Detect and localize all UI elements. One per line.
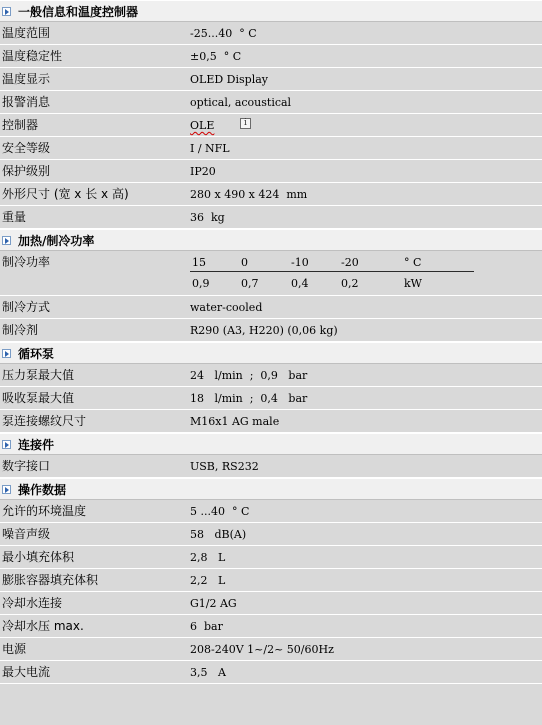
spec-row-refrigerant — [0, 319, 542, 342]
spec-row-pump-connection — [0, 410, 542, 433]
spec-value: M16x1 AG male — [190, 415, 280, 428]
section-arrow-icon[interactable] — [2, 236, 11, 245]
cooling-temperature-cell: 0 — [241, 256, 248, 269]
spec-row-temperature-stability — [0, 45, 542, 68]
spec-label: 温度稳定性 — [2, 49, 63, 63]
spec-label: 冷却水连接 — [2, 596, 63, 610]
spec-value: OLED Display — [190, 73, 268, 86]
cooling-temperature-cell: -20 — [341, 256, 359, 269]
spec-value: 36 kg — [190, 211, 225, 224]
spec-label: 重量 — [2, 210, 27, 224]
spec-value: -25...40 ° C — [190, 27, 257, 40]
spec-row-cooling-water-pressure — [0, 615, 542, 638]
section-header-pump[interactable] — [0, 342, 542, 364]
spec-row-min-fill-volume — [0, 546, 542, 569]
spec-label: 泵连接螺纹尺寸 — [2, 414, 87, 428]
spec-row-cooling-power — [0, 251, 542, 296]
spec-label: 允许的环境温度 — [2, 504, 87, 518]
section-title: 加热/制冷功率 — [18, 234, 95, 248]
spec-label: 压力泵最大值 — [2, 368, 75, 382]
spec-value: optical, acoustical — [190, 96, 292, 109]
spec-row-suction-pump-max — [0, 387, 542, 410]
spec-label: 控制器 — [2, 118, 39, 132]
spec-label: 膨胀容器填充体积 — [2, 573, 99, 587]
section-title: 连接件 — [18, 438, 55, 452]
spec-label: 制冷方式 — [2, 300, 51, 314]
spec-label: 噪音声级 — [2, 527, 51, 541]
spec-row-weight — [0, 206, 542, 229]
spec-value: 58 dB(A) — [190, 528, 247, 541]
section-header-general[interactable] — [0, 0, 542, 22]
spec-row-controller — [0, 114, 542, 137]
spec-label: 电源 — [2, 642, 27, 656]
spec-value: 18 l/min ; 0,4 bar — [190, 392, 308, 405]
cooling-capacity-unit: kW — [404, 277, 422, 290]
spec-row-ambient-temperature — [0, 500, 542, 523]
spec-label: 温度显示 — [2, 72, 51, 86]
spec-value: ±0,5 ° C — [190, 50, 242, 63]
cooling-capacity-cell: 0,4 — [291, 277, 309, 290]
spec-label: 外形尺寸 (宽 x 长 x 高) — [2, 187, 129, 201]
spec-value: R290 (A3, H220) (0,06 kg) — [190, 324, 338, 337]
spec-row-dimensions — [0, 183, 542, 206]
spec-value: OLE — [190, 119, 215, 132]
cooling-temperature-cell: 15 — [192, 256, 206, 269]
spec-row-noise-level — [0, 523, 542, 546]
cooling-capacity-cell: 0,7 — [241, 277, 259, 290]
spec-row-cooling-water-connection — [0, 592, 542, 615]
section-arrow-icon[interactable] — [2, 440, 11, 449]
info-icon[interactable]: i — [240, 118, 251, 129]
spec-row-safety-class — [0, 137, 542, 160]
spec-row-expansion-volume — [0, 569, 542, 592]
spec-value: water-cooled — [190, 301, 263, 314]
spec-label: 吸收泵最大值 — [2, 391, 75, 405]
spec-value: 280 x 490 x 424 mm — [190, 188, 308, 201]
spec-value: 6 bar — [190, 620, 223, 633]
spec-row-protection-class — [0, 160, 542, 183]
spec-row-alarm-messages — [0, 91, 542, 114]
spec-row-power-supply — [0, 638, 542, 661]
spec-value: IP20 — [190, 165, 216, 178]
section-title: 操作数据 — [18, 483, 67, 497]
cooling-power-table — [190, 251, 474, 294]
section-title: 循环泵 — [18, 347, 55, 361]
spec-label: 温度范围 — [2, 26, 51, 40]
spec-row-temperature-range — [0, 22, 542, 45]
section-title: 一般信息和温度控制器 — [18, 5, 139, 19]
spec-label: 保护级别 — [2, 164, 51, 178]
spec-value: 208-240V 1~/2~ 50/60Hz — [190, 643, 334, 656]
spec-row-temperature-display — [0, 68, 542, 91]
spec-row-digital-interface — [0, 455, 542, 478]
spec-value: USB, RS232 — [190, 460, 259, 473]
section-arrow-icon[interactable] — [2, 485, 11, 494]
spec-label: 最大电流 — [2, 665, 51, 679]
spec-value: 2,2 L — [190, 574, 226, 587]
spec-label: 安全等级 — [2, 141, 51, 155]
spec-value: 3,5 A — [190, 666, 226, 679]
spec-label: 报警消息 — [2, 95, 51, 109]
spec-row-cooling-method — [0, 296, 542, 319]
spec-label: 最小填充体积 — [2, 550, 75, 564]
cooling-capacity-cell: 0,9 — [192, 277, 210, 290]
spec-value: 24 l/min ; 0,9 bar — [190, 369, 308, 382]
spec-label: 冷却水压 max. — [2, 619, 84, 633]
spec-row-pressure-pump-max — [0, 364, 542, 387]
section-header-interfaces[interactable] — [0, 433, 542, 455]
cooling-capacity-cell: 0,2 — [341, 277, 359, 290]
section-arrow-icon[interactable] — [2, 7, 11, 16]
cooling-power-capacity-row — [190, 272, 474, 294]
spec-label: 制冷功率 — [2, 255, 51, 269]
cooling-temperature-cell: -10 — [291, 256, 309, 269]
spec-label: 数字接口 — [2, 459, 51, 473]
spec-value: 2,8 L — [190, 551, 226, 564]
cooling-power-temperature-row — [190, 251, 474, 272]
section-header-cooling[interactable] — [0, 229, 542, 251]
spec-row-max-current — [0, 661, 542, 684]
spec-label: 制冷剂 — [2, 323, 39, 337]
spec-value: G1/2 AG — [190, 597, 237, 610]
spec-value: 5 ...40 ° C — [190, 505, 250, 518]
section-arrow-icon[interactable] — [2, 349, 11, 358]
cooling-temperature-unit: ° C — [404, 256, 422, 269]
section-header-operating[interactable] — [0, 478, 542, 500]
spec-value: I / NFL — [190, 142, 230, 155]
